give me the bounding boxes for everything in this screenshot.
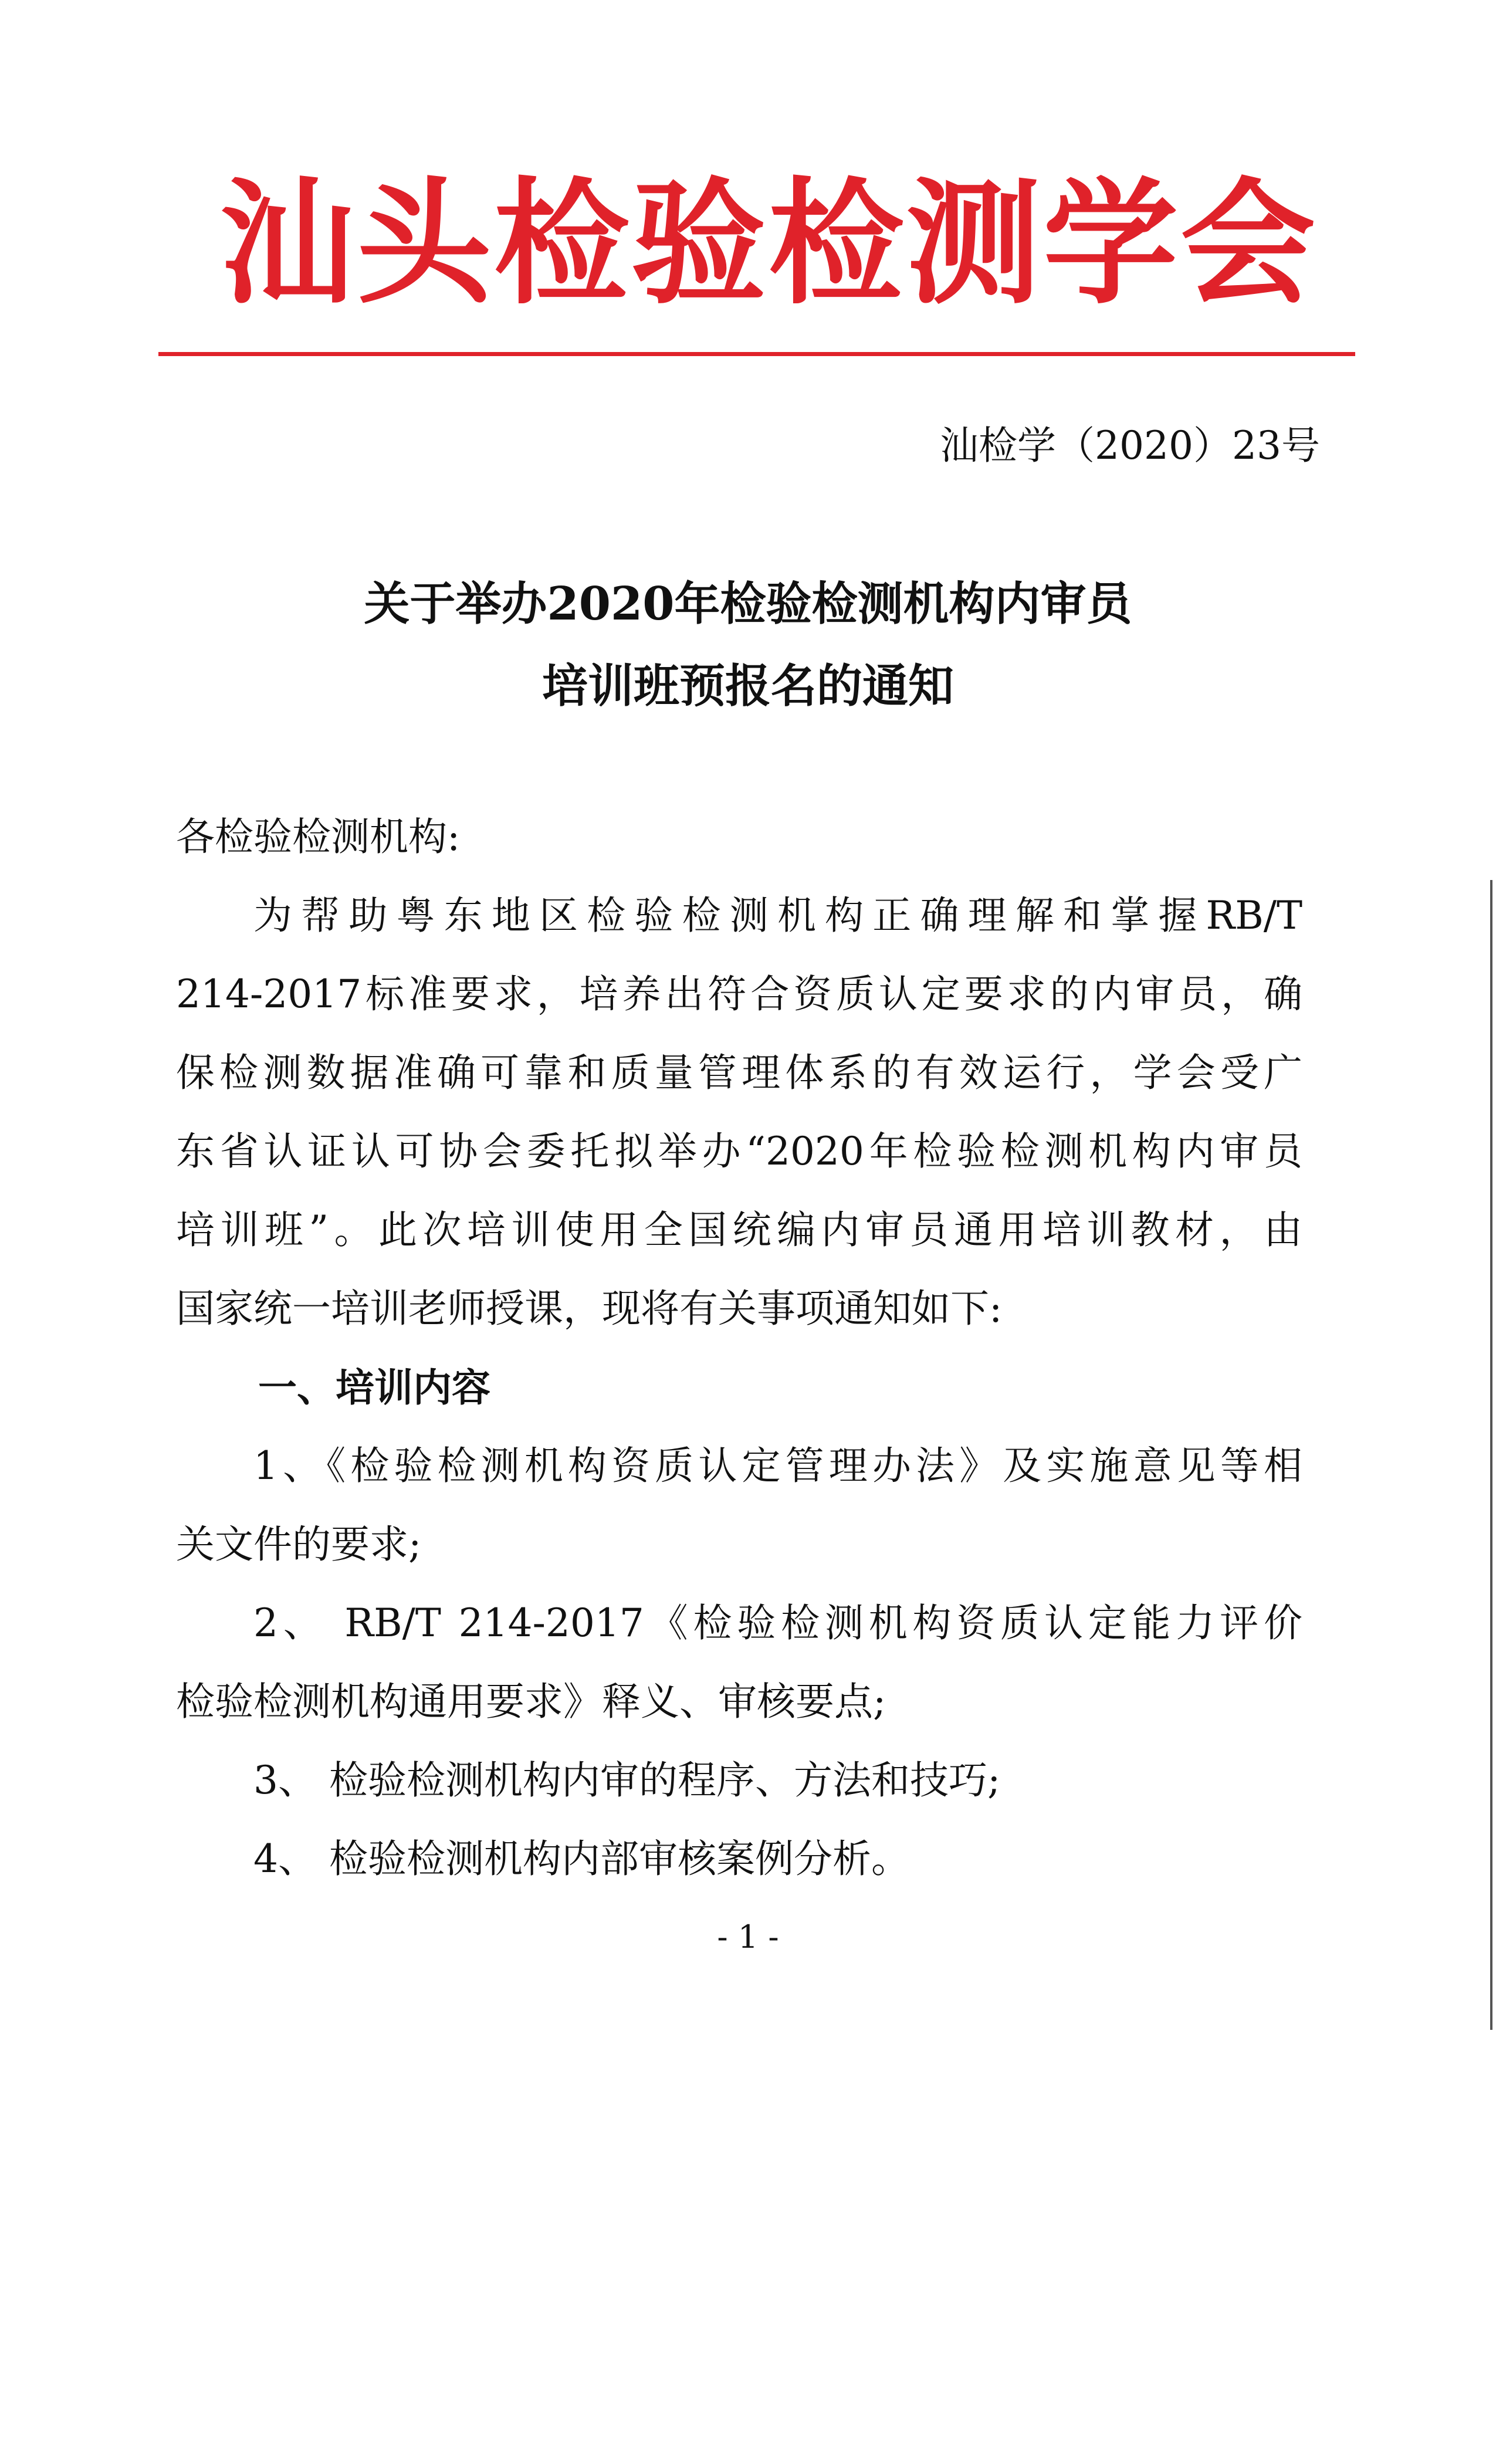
notice-title [117, 563, 1379, 727]
paragraph-line: 保检测数据准确可靠和质量管理体系的有效运行，学会受广 [176, 1050, 1302, 1095]
paragraph-line: 214-2017标准要求，培养出符合资质认定要求的内审员，确 [176, 972, 1302, 1017]
paragraph-line: 东省认证认可协会委托拟举办“2020年检验检测机构内审员 [176, 1129, 1302, 1174]
list-item-line: 4、 检验检测机构内部审核案例分析。 [253, 1836, 910, 1881]
salutation: 各检验检测机构: [176, 814, 461, 859]
header-divider [158, 352, 1355, 356]
paragraph-line: 培训班”。此次培训使用全国统编内审员通用培训教材，由 [176, 1207, 1302, 1253]
organization-header: 汕头检验检测学会 [219, 164, 1318, 323]
notice-body [176, 798, 1302, 1898]
list-item-line: 2、 RB/T 214-2017《检验检测机构资质认定能力评价 [253, 1600, 1302, 1646]
list-item-line: 检验检测机构通用要求》释义、审核要点; [176, 1679, 886, 1724]
section-heading: 一、培训内容 [258, 1365, 490, 1410]
notice-title-line-1: 关于举办2020年检验检测机构内审员 [364, 577, 1132, 631]
paragraph-line: 为帮助粤东地区检验检测机构正确理解和掌握RB/T [253, 893, 1302, 938]
document-number: 汕检学（2020）23号 [940, 423, 1320, 468]
list-item-line: 关文件的要求; [176, 1522, 422, 1567]
list-item-line: 1、《检验检测机构资质认定管理办法》及实施意见等相 [253, 1443, 1302, 1488]
notice-title-line-2: 培训班预报名的通知 [541, 659, 954, 713]
page-number: - 1 - [717, 1918, 779, 1955]
scan-edge-line [1490, 880, 1492, 2030]
paragraph-line: 国家统一培训老师授课，现将有关事项通知如下: [176, 1286, 1003, 1331]
list-item-line: 3、 检验检测机构内审的程序、方法和技巧; [253, 1758, 1001, 1803]
